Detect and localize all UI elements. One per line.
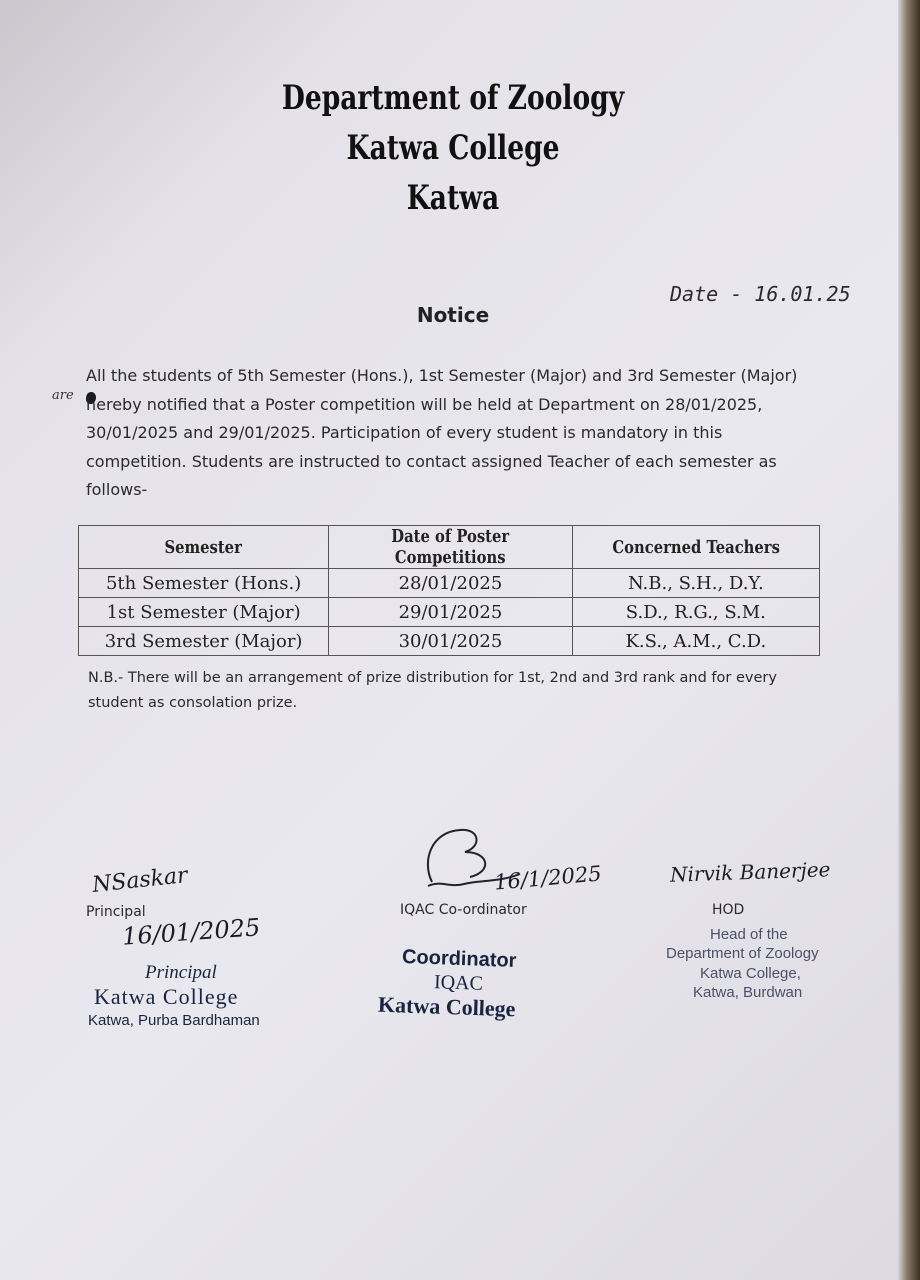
principal-signature: NSaskar: [90, 863, 189, 898]
iqac-label: IQAC Co-ordinator: [400, 902, 527, 918]
table-header-row: [79, 526, 820, 569]
iqac-date: 16/1/2025: [493, 861, 603, 895]
principal-stamp-title: Principal: [145, 962, 217, 983]
table-cell: S.D., R.G., S.M.: [572, 598, 819, 627]
table-cell: 29/01/2025: [329, 598, 572, 627]
table-header: Concerned Teachers: [572, 526, 819, 569]
table-cell: 1st Semester (Major): [79, 598, 329, 627]
hod-stamp-line1: Head of the: [710, 926, 788, 943]
page-edge-shadow: [898, 0, 920, 1280]
table-cell: 30/01/2025: [329, 627, 572, 656]
table-header: Semester: [79, 526, 329, 569]
department-title: Department of Zoology: [281, 78, 625, 118]
notice-paragraph: All the students of 5th Semester (Hons.), 1st Semester (Major) and 3rd Semester (Major) hereby notified that a Poster competition will be held at Department on 28/01/2025, 30/01/2025 and 29/01/2025. Participation of every student is mandatory in this competition. Students are instructed to contact assigned Teacher of each semester as follows-: [86, 366, 798, 499]
hod-stamp-line2: Department of Zoology: [666, 945, 819, 962]
table-header: Date of Poster Competitions: [329, 526, 572, 569]
table-cell: 28/01/2025: [329, 569, 572, 598]
town-title: Katwa: [406, 178, 500, 218]
iqac-stamp-iqac: IQAC: [433, 971, 484, 995]
hod-stamp-line3: Katwa College,: [700, 965, 801, 982]
handwritten-insert: are: [52, 388, 74, 403]
principal-stamp-address: Katwa, Purba Bardhaman: [88, 1012, 260, 1029]
iqac-stamp-title: Coordinator: [401, 946, 517, 972]
table-cell: N.B., S.H., D.Y.: [572, 569, 819, 598]
table-row: [79, 598, 820, 627]
iqac-stamp-college: Katwa College: [377, 991, 516, 1022]
hod-signature: Nirvik Banerjee: [669, 857, 831, 887]
table-row: [79, 569, 820, 598]
principal-label: Principal: [86, 904, 146, 920]
hod-label: HOD: [712, 902, 745, 918]
nb-note: N.B.- There will be an arrangement of prize distribution for 1st, 2nd and 3rd rank and for every student as consolation prize.: [88, 670, 777, 711]
table-cell: 3rd Semester (Major): [79, 627, 329, 656]
notice-date: Date - 16.01.25: [670, 282, 851, 306]
notice-title: Notice: [416, 303, 490, 327]
college-title: Katwa College: [346, 128, 560, 168]
table-row: [79, 627, 820, 656]
table-cell: 5th Semester (Hons.): [79, 569, 329, 598]
notice-body: [86, 362, 816, 505]
schedule-table: [78, 525, 820, 656]
principal-stamp-college: Katwa College: [94, 984, 239, 1009]
principal-date: 16/01/2025: [121, 913, 262, 951]
table-cell: K.S., A.M., C.D.: [572, 627, 819, 656]
hod-stamp-line4: Katwa, Burdwan: [693, 984, 803, 1001]
